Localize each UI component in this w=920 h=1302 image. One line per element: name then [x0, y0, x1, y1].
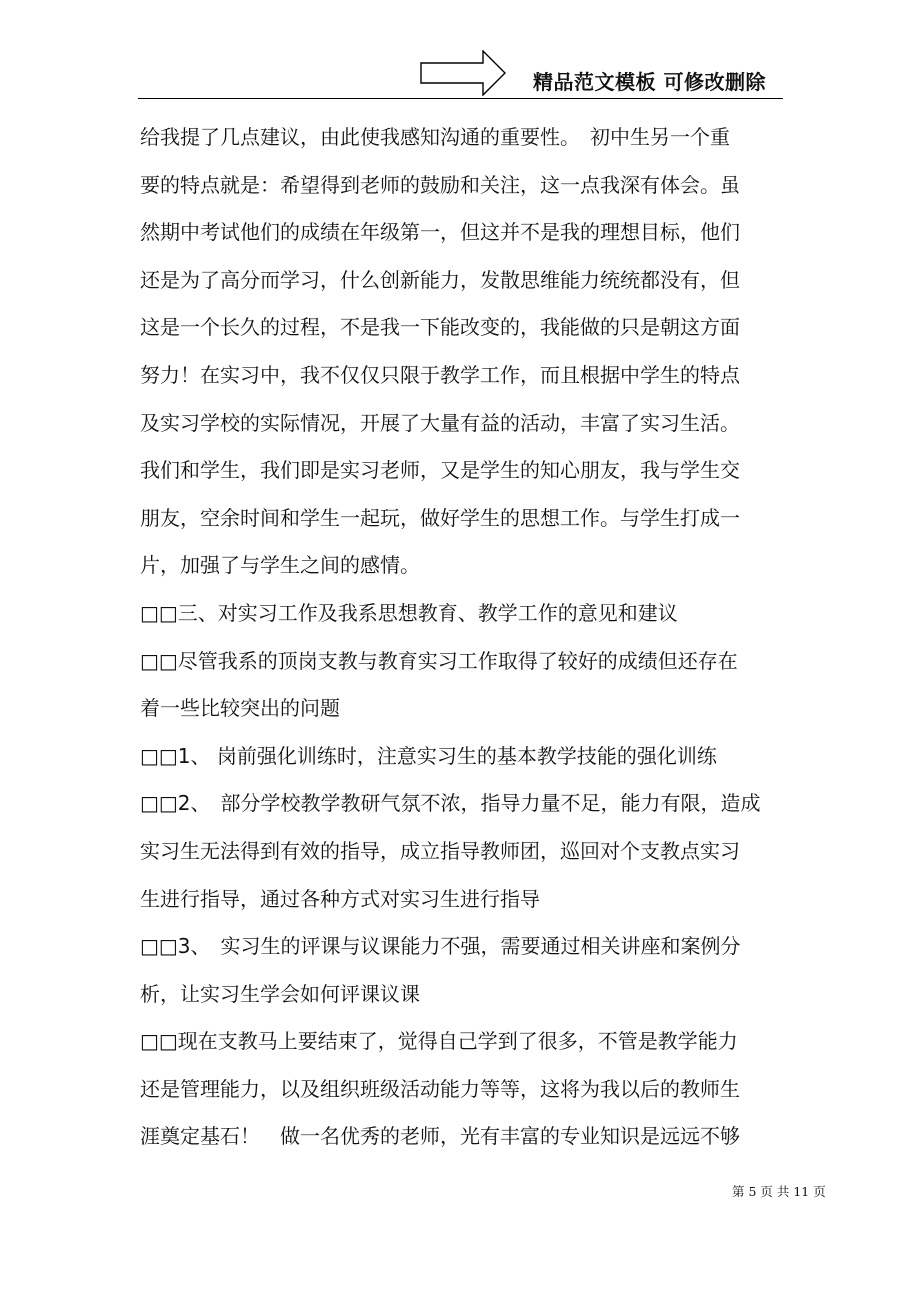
text-line: 然期中考试他们的成绩在年级第一，但这并不是我的理想目标，他们 — [140, 220, 740, 245]
text-line: 这是一个长久的过程，不是我一下能改变的，我能做的只是朝这方面 — [140, 315, 740, 340]
text-line: 析，让实习生学会如何评课议课 — [140, 981, 420, 1006]
list-item: □□2、 部分学校教学教研气氛不浓，指导力量不足，能力有限，造成 — [140, 791, 761, 816]
text-line: 给我提了几点建议，由此使我感知沟通的重要性。 初中生另一个重 — [140, 125, 730, 149]
text-line: □□现在支教马上要结束了，觉得自己学到了很多，不管是教学能力 — [140, 1029, 738, 1054]
text-line: 还是为了高分而学习，什么创新能力，发散思维能力统统都没有，但 — [140, 267, 740, 292]
text-line: 我们和学生，我们即是实习老师，又是学生的知心朋友，我与学生交 — [140, 458, 740, 483]
page-number: 第 5 页 共 11 页 — [732, 1184, 826, 1199]
text-line: 着一些比较突出的问题 — [140, 696, 340, 721]
list-item: □□1、 岗前强化训练时，注意实习生的基本教学技能的强化训练 — [140, 743, 717, 768]
text-line: □□尽管我系的顶岗支教与教育实习工作取得了较好的成绩但还存在 — [140, 648, 738, 673]
text-line: 片，加强了与学生之间的感情。 — [140, 553, 420, 578]
arrow-right-icon — [420, 50, 506, 96]
text-line: 努力！在实习中，我不仅仅只限于教学工作，而且根据中学生的特点 — [140, 362, 740, 387]
header-title: 精品范文模板 可修改删除 — [533, 70, 766, 94]
text-line: 实习生无法得到有效的指导，成立指导教师团，巡回对个支教点实习 — [140, 838, 740, 863]
section-heading: □□三、对实习工作及我系思想教育、教学工作的意见和建议 — [140, 600, 678, 625]
text-line: 要的特点就是：希望得到老师的鼓励和关注，这一点我深有体会。虽 — [140, 172, 740, 197]
header-divider — [138, 98, 783, 99]
body-text — [140, 114, 790, 1161]
text-line: 还是管理能力，以及组织班级活动能力等等，这将为我以后的教师生 — [140, 1076, 740, 1101]
list-item: □□3、 实习生的评课与议课能力不强，需要通过相关讲座和案例分 — [140, 934, 741, 959]
text-line: 涯奠定基石！ 做一名优秀的老师，光有丰富的专业知识是远远不够 — [140, 1124, 740, 1149]
text-line: 朋友，空余时间和学生一起玩，做好学生的思想工作。与学生打成一 — [140, 505, 740, 530]
text-line: 及实习学校的实际情况，开展了大量有益的活动，丰富了实习生活。 — [140, 410, 740, 435]
text-line: 生进行指导，通过各种方式对实习生进行指导 — [140, 886, 540, 911]
